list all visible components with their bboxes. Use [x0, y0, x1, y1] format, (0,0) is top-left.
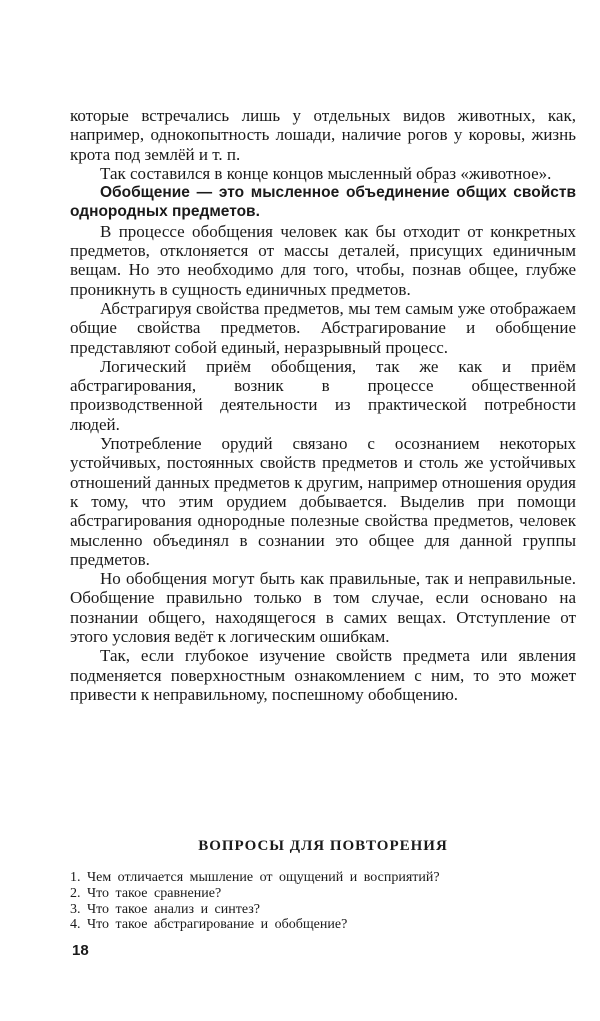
paragraph-1: которые встречались лишь у отдельных видов животных, как, например, однокопытность лошади, наличие рогов у коровы, жизнь крота под землёй и т. п. [70, 106, 576, 164]
question-item: 3. Что такое анализ и синтез? [70, 901, 260, 917]
paragraph-6: Употребление орудий связано с осознанием некоторых устойчивых, постоянных свойств предметов и столь же устойчивых отношений данных предметов к другим, например отношения орудия к тому, что этим орудием добывается. Выделив при помощи абстрагирования однородные полезные свойства предметов, человек мысленно объединял в сознании это общее для данной группы предметов. [70, 434, 576, 569]
page-body [70, 106, 576, 933]
question-item: 2. Что такое сравнение? [70, 885, 222, 901]
question-item: 1. Чем отличается мышление от ощущений и восприятий? [70, 870, 440, 885]
paragraph-3: В процессе обобщения человек как бы отходит от конкретных предметов, отклоняется от массы деталей, присущих единичным вещам. Но это необходимо для того, чтобы, познав общее, глубже проникнуть в сущность единичных предметов. [70, 221, 576, 299]
paragraph-4: Абстрагируя свойства предметов, мы тем самым уже отображаем общие свойства предметов. Абстрагирование и обобщение представляют собой единый, неразрывный процесс. [70, 298, 576, 357]
questions-list [70, 870, 576, 933]
paragraph-7: Но обобщения могут быть как правильные, так и неправильные. Обобщение правильно только в том случае, если основано на познании общего, находящегося в самих вещах. Отступление от этого условия ведёт к логическим ошибкам. [70, 569, 576, 647]
paragraph-2: Так составился в конце концов мысленный образ «животное». [100, 163, 552, 183]
page-number: 18 [72, 942, 89, 959]
question-item: 4. Что такое абстрагирование и обобщение? [70, 917, 348, 933]
paragraph-5: Логический приём обобщения, так же как и приём абстрагирования, возник в процессе общественной производственной деятельности из практической потребности людей. [70, 356, 576, 434]
definition: Обобщение — это мысленное объединение общих свойств однородных предметов. [70, 184, 576, 221]
questions-title: ВОПРОСЫ ДЛЯ ПОВТОРЕНИЯ [198, 838, 448, 854]
paragraph-8: Так, если глубокое изучение свойств предмета или явления подменяется поверхностным ознакомлением с ним, то это может привести к неправильному, поспешному обобщению. [70, 646, 576, 704]
